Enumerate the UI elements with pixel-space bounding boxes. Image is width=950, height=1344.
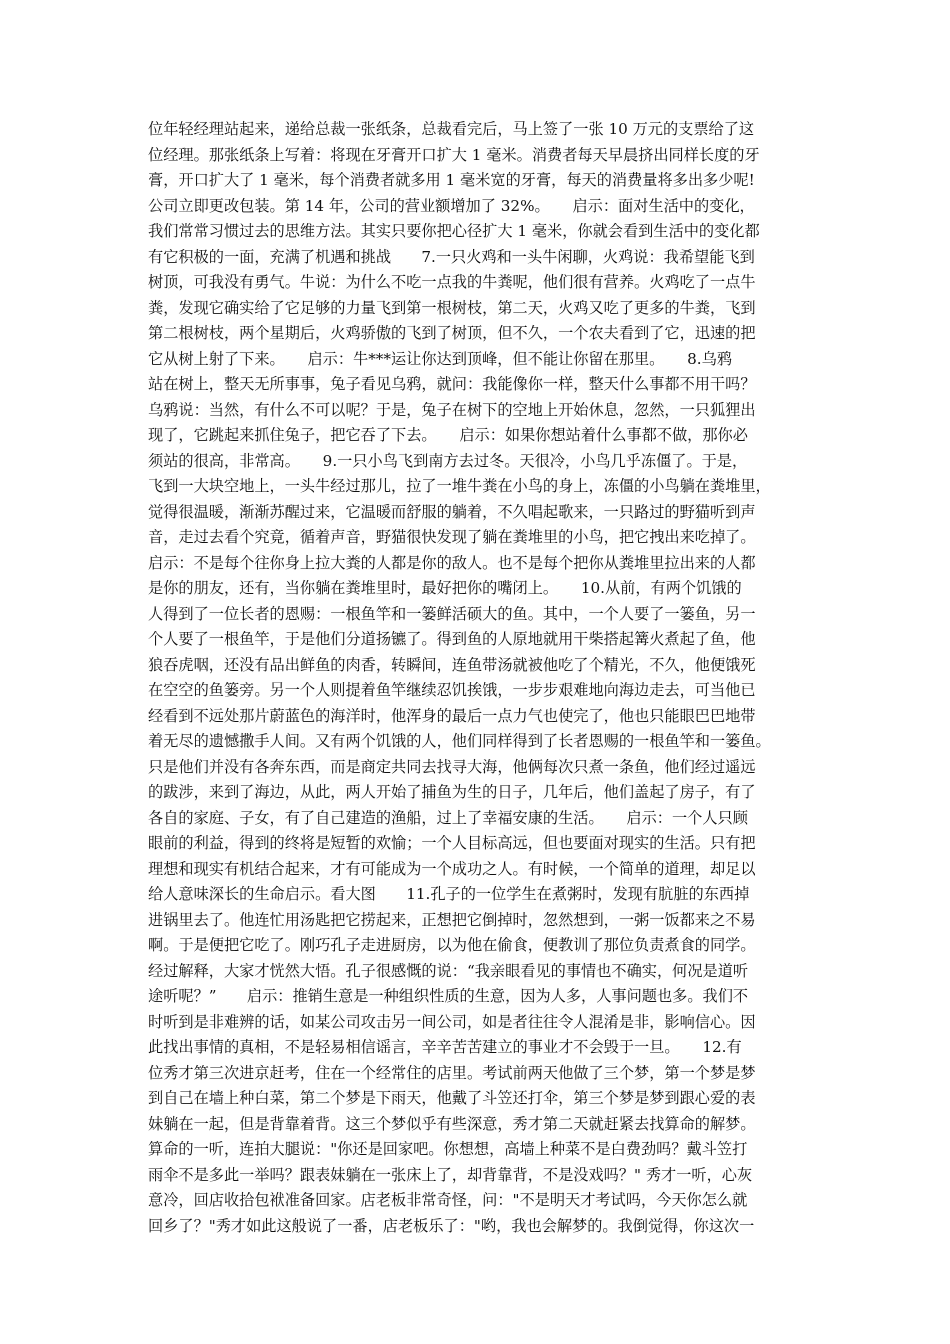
document-line: 人得到了一位长者的恩赐：一根鱼竿和一篓鲜活硕大的鱼。其中，一个人要了一篓鱼，另一 (148, 604, 756, 623)
document-line: 须站的很高，非常高。 9.一只小鸟飞到南方去过冬。天很冷，小鸟几乎冻僵了。于是， (148, 451, 748, 470)
document-line: 算命的一听，连拍大腿说："你还是回家吧。你想想，高墙上种菜不是白费劲吗？戴斗笠打 (148, 1140, 748, 1158)
document-line: 经过解释，大家才恍然大悟。孔子很感慨的说：“我亲眼看见的事情也不确实，何况是道听 (148, 961, 749, 980)
document-line: 树顶，可我没有勇气。牛说：为什么不吃一点我的牛粪呢，他们很有营养。火鸡吃了一点牛 (148, 273, 756, 291)
document-line: 启示：不是每个往你身上拉大粪的人都是你的敌人。也不是每个把你从粪堆里拉出来的人都 (148, 553, 756, 572)
document-line: 位秀才第三次进京赶考，住在一个经常住的店里。考试前两天他做了三个梦，第一个梦是梦 (148, 1063, 756, 1082)
document-line: 进锅里去了。他连忙用汤匙把它捞起来，正想把它倒掉时，忽然想到，一粥一饭都来之不易 (148, 910, 756, 929)
document-line: 意冷，回店收拾包袱准备回家。店老板非常奇怪，问："不是明天才考试吗，今天你怎么就 (148, 1191, 748, 1209)
document-line: 站在树上，整天无所事事，兔子看见乌鸦，就问：我能像你一样，整天什么事都不用干吗？ (148, 375, 756, 393)
document-line: 个人要了一根鱼竿，于是他们分道扬镳了。得到鱼的人原地就用干柴搭起篝火煮起了鱼，他 (148, 630, 756, 648)
document-line: 在空空的鱼篓旁。另一个人则提着鱼竿继续忍饥挨饿，一步步艰难地向海边走去，可当他已 (148, 681, 756, 699)
document-line: 着无尽的遗憾撒手人间。又有两个饥饿的人，他们同样得到了长者恩赐的一根鱼竿和一篓鱼。 (148, 732, 771, 750)
document-line: 粪，发现它确实给了它足够的力量飞到第一根树枝，第二天，火鸡又吃了更多的牛粪，飞到 (148, 298, 756, 317)
document-line: 是你的朋友，还有，当你躺在粪堆里时，最好把你的嘴闭上。 10.从前，有两个饥饿的 (148, 579, 742, 597)
document-line: 乌鸦说：当然，有什么不可以呢？于是，兔子在树下的空地上开始休息，忽然，一只狐狸出 (148, 400, 756, 419)
document-line: 第二根树枝，两个星期后，火鸡骄傲的飞到了树顶，但不久，一个农夫看到了它，迅速的把 (148, 324, 756, 342)
document-line: 它从树上射了下来。 启示：牛***运让你达到顶峰，但不能让你留在那里。 8.乌鸦 (148, 349, 733, 368)
document-line: 现了，它跳起来抓住兔子，把它吞了下去。 启示：如果你想站着什么事都不做，那你必 (148, 426, 748, 444)
document-line: 时听到是非难辨的话，如某公司攻击另一间公司，如是者往往令人混淆是非，影响信心。因 (148, 1012, 756, 1031)
document-line: 的跋涉，来到了海边，从此，两人开始了捕鱼为生的日子，几年后，他们盖起了房子，有了 (148, 783, 756, 801)
document-line: 各自的家庭、子女，有了自己建造的渔船，过上了幸福安康的生活。 启示：一个人只顾 (148, 808, 748, 827)
document-line: 狼吞虎咽，还没有品出鲜鱼的肉香，转瞬间，连鱼带汤就被他吃了个精光，不久，他便饿死 (148, 655, 756, 674)
document-line: 我们常常习惯过去的思维方法。其实只要你把心径扩大 1 毫米，你就会看到生活中的变化都 (148, 222, 760, 240)
document-line: 经看到不远处那片蔚蓝色的海洋时，他浑身的最后一点力气也使完了，他也只能眼巴巴地带 (148, 706, 756, 725)
document-line: 眼前的利益，得到的终将是短暂的欢愉；一个人目标高远，但也要面对现实的生活。只有把 (148, 834, 756, 852)
document-line: 妹躺在一起，但是背靠着背。这三个梦似乎有些深意，秀才第二天就赶紧去找算命的解梦。 (148, 1114, 756, 1133)
document-line: 理想和现实有机结合起来，才有可能成为一个成功之人。有时候，一个简单的道理，却足以 (148, 859, 756, 878)
document-line: 只是他们并没有各奔东西，而是商定共同去找寻大海，他俩每次只煮一条鱼，他们经过遥远 (148, 757, 756, 776)
document-line: 此找出事情的真相，不是轻易相信谣言，辛辛苦苦建立的事业才不会毁于一旦。 12.有 (148, 1038, 742, 1056)
document-line: 到自己在墙上种白菜，第二个梦是下雨天，他戴了斗笠还打伞，第三个梦是梦到跟心爱的表 (148, 1089, 756, 1107)
document-line: 膏，开口扩大了 1 毫米，每个消费者就多用 1 毫米宽的牙膏，每天的消费量将多出多少呢! (148, 171, 755, 189)
document-line: 公司立即更改包装。第 14 年，公司的营业额增加了 32%。 启示：面对生活中的变化， (148, 196, 755, 215)
document-line: 音，走过去看个究竟，循着声音，野猫很快发现了躺在粪堆里的小鸟，把它拽出来吃掉了。 (148, 528, 756, 546)
document-line: 飞到一大块空地上，一头牛经过那儿，拉了一堆牛粪在小鸟的身上，冻僵的小鸟躺在粪堆里， (148, 477, 771, 495)
document-line: 给人意味深长的生命启示。看大图 11.孔子的一位学生在煮粥时，发现有肮脏的东西掉 (148, 885, 750, 903)
document-body (148, 117, 808, 1239)
document-line: 觉得很温暖，渐渐苏醒过来，它温暖而舒服的躺着，不久唱起歌来，一只路过的野猫听到声 (148, 502, 756, 521)
document-line: 雨伞不是多此一举吗？跟表妹躺在一张床上了，却背靠背，不是没戏吗？" 秀才一听，心灰 (148, 1165, 753, 1184)
document-line: 有它积极的一面，充满了机遇和挑战 7.一只火鸡和一头牛闲聊，火鸡说：我希望能飞到 (148, 247, 755, 266)
document-line: 位年轻经理站起来，递给总裁一张纸条，总裁看完后，马上签了一张 10 万元的支票给了这 (148, 120, 755, 138)
document-line: 回乡了？"秀才如此这般说了一番，店老板乐了："哟，我也会解梦的。我倒觉得，你这次一 (148, 1216, 755, 1235)
document-line: 位经理。那张纸条上写着：将现在牙膏开口扩大 1 毫米。消费者每天早晨挤出同样长度的牙 (148, 145, 760, 164)
document-line: 啊。于是便把它吃了。刚巧孔子走进厨房，以为他在偷食，便教训了那位负责煮食的同学。 (148, 936, 756, 954)
document-line: 途听呢？” 启示：推销生意是一种组织性质的生意，因为人多，人事问题也多。我们不 (148, 987, 749, 1005)
